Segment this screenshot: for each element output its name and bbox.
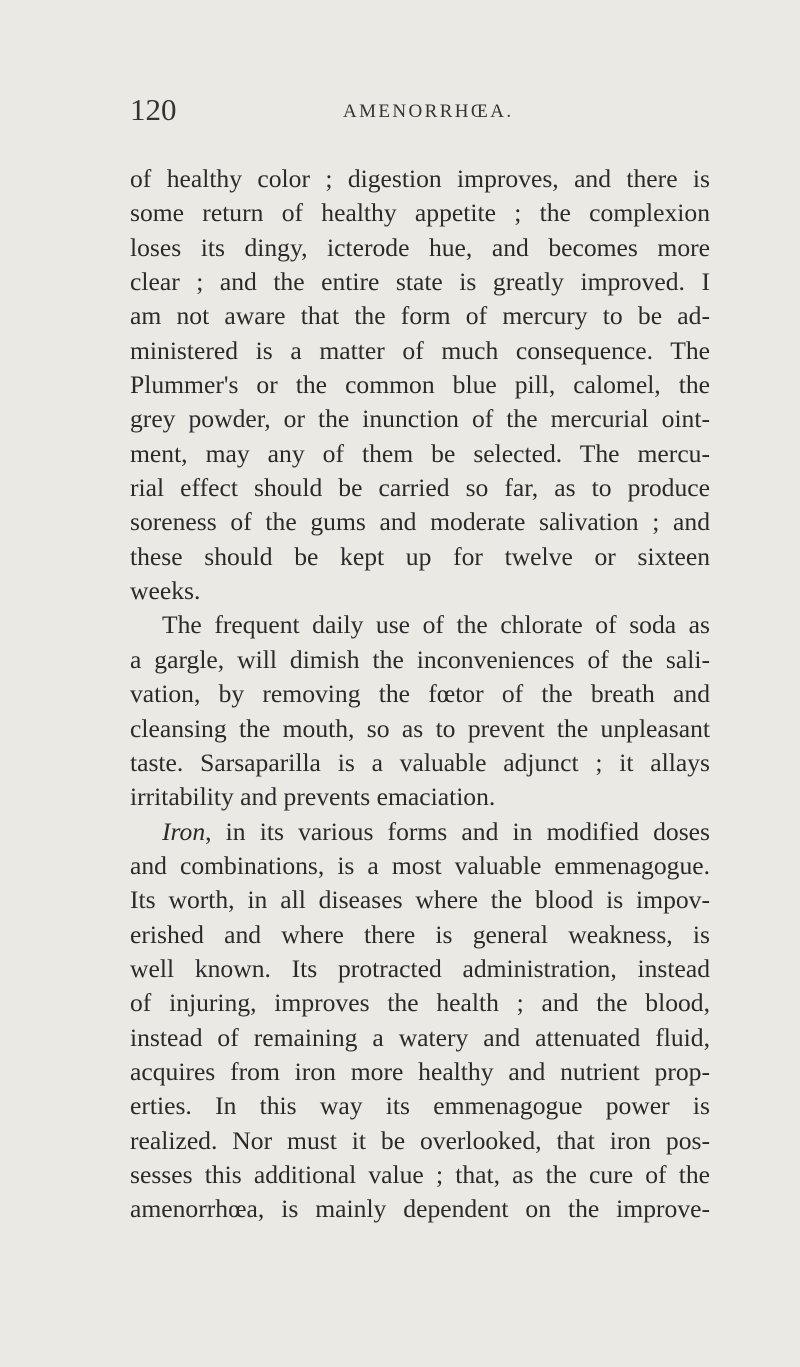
text-line: Plummer's or the common blue pill, calomel, the (130, 370, 710, 400)
text-line: these should be kept up for twelve or sixteen (130, 541, 710, 571)
text-line: clear ; and the entire state is greatly improved. I (130, 267, 710, 297)
body-text (130, 162, 710, 1227)
running-header (130, 92, 710, 132)
text-line: erished and where there is general weakness, is (130, 919, 710, 949)
text-line: irritability and prevents emaciation. (130, 782, 496, 812)
text-line: amenorrhœa, is mainly dependent on the improve- (130, 1194, 710, 1224)
text-line: am not aware that the form of mercury to be ad- (130, 301, 710, 331)
line-remainder: , in its various forms and in modified doses (205, 816, 710, 846)
paragraph-start-line (130, 815, 710, 849)
text-line: a gargle, will dimish the inconveniences of the sali- (130, 644, 710, 674)
text-line: loses its dingy, icterode hue, and becomes more (130, 232, 710, 262)
text-line: weeks. (130, 576, 201, 606)
text-line: grey powder, or the inunction of the mercurial oint- (130, 404, 710, 434)
text-line: taste. Sarsaparilla is a valuable adjunct ; it allays (130, 747, 710, 777)
text-line: instead of remaining a watery and attenuated fluid, (130, 1022, 710, 1052)
text-line: some return of healthy appetite ; the complexion (130, 198, 710, 228)
page-number: 120 (130, 92, 177, 127)
text-line: Its worth, in all diseases where the blood is impov- (130, 885, 710, 915)
text-line: and combinations, is a most valuable emmenagogue. (130, 850, 710, 880)
text-line: cleansing the mouth, so as to prevent the unpleasant (130, 713, 710, 743)
text-line: sesses this additional value ; that, as the cure of the (130, 1159, 710, 1189)
italic-term: Iron (162, 816, 206, 846)
text-line: ministered is a matter of much consequence. The (130, 335, 710, 365)
running-title: AMENORRHŒA. (343, 101, 514, 122)
text-line: soreness of the gums and moderate salivation ; and (130, 507, 710, 537)
text-line: realized. Nor must it be overlooked, that iron pos- (130, 1125, 710, 1155)
text-line: vation, by removing the fœtor of the breath and (130, 679, 710, 709)
text-line: of healthy color ; digestion improves, and there is (130, 164, 710, 193)
text-line: ment, may any of them be selected. The mercu- (130, 438, 710, 468)
text-line: erties. In this way its emmenagogue power is (130, 1091, 710, 1121)
text-line: well known. Its protracted administration, instead (130, 953, 710, 983)
text-line: acquires from iron more healthy and nutrient prop- (130, 1056, 710, 1086)
text-line: rial effect should be carried so far, as to produce (130, 473, 710, 503)
paragraph-start-line: The frequent daily use of the chlorate of soda as (162, 610, 710, 640)
text-line: of injuring, improves the health ; and the blood, (130, 988, 710, 1018)
